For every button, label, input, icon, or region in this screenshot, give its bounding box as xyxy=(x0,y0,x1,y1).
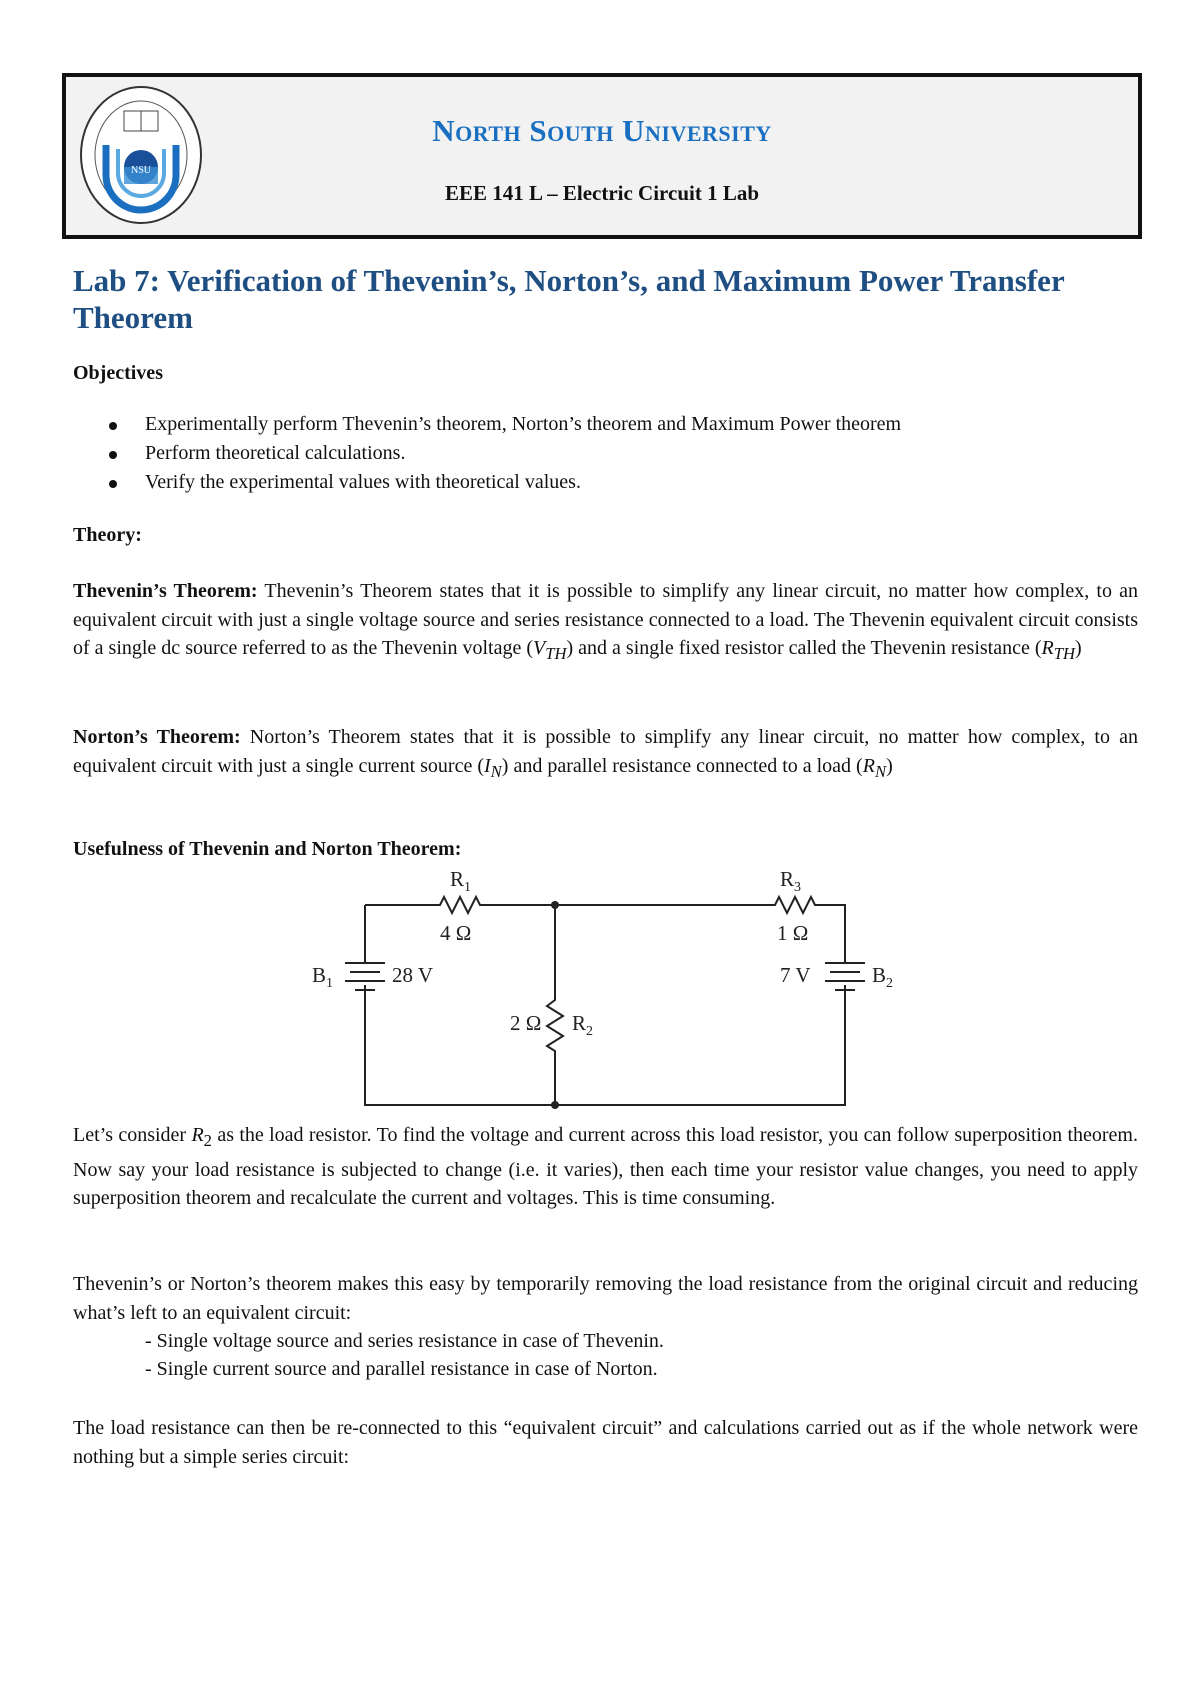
thevenin-text: ) xyxy=(1075,637,1082,659)
math-in: I xyxy=(483,754,491,777)
circuit-diagram xyxy=(300,860,940,1110)
r2-subscript: 2 xyxy=(586,1024,594,1039)
svg-text:R2 xyxy=(572,1011,593,1039)
math-rn: R xyxy=(862,754,875,777)
norton-text: ) and parallel resistance connected to a load ( xyxy=(501,754,863,777)
norton-label: Norton’s Theorem: xyxy=(73,726,241,748)
theory-heading: Theory: xyxy=(73,524,142,546)
norton-paragraph xyxy=(73,723,1138,786)
r3-subscript: 3 xyxy=(794,880,802,895)
svg-text:B2 xyxy=(872,963,893,991)
r2-value: 2 Ω xyxy=(510,1011,542,1035)
list-item: Perform theoretical calculations. xyxy=(145,439,1138,468)
r3-label: R xyxy=(780,867,795,891)
svg-text:NSU: NSU xyxy=(130,165,152,176)
list-item: Verify the experimental values with theoretical values. xyxy=(145,468,1138,497)
course-title: EEE 141 L – Electric Circuit 1 Lab xyxy=(444,181,760,205)
norton-text: Norton’s Theorem states that it is possible to simplify any linear circuit, no matter how complex, to an equivalent circuit with just a single current source ( xyxy=(73,726,1138,777)
r1-label: R xyxy=(450,867,465,891)
math-rth: R xyxy=(1041,637,1054,659)
series-circuit-paragraph: The load resistance can then be re-connected to this “equivalent circuit” and calculations carried out as if the whole network were nothing but a simple series circuit: xyxy=(73,1417,1138,1468)
thevenin-paragraph xyxy=(73,577,1138,669)
node-dot xyxy=(551,1101,559,1109)
b1-subscript: 1 xyxy=(326,976,334,991)
usefulness-heading: Usefulness of Thevenin and Norton Theorem: xyxy=(73,838,462,860)
r1-value: 4 Ω xyxy=(440,921,472,945)
thevenin-label: Thevenin’s Theorem: xyxy=(73,580,258,602)
equivalent-paragraph: Thevenin’s or Norton’s theorem makes this easy by temporarily removing the load resistance from the original circuit and reducing what’s left to an equivalent circuit: xyxy=(73,1273,1138,1324)
load-resistor-paragraph xyxy=(73,1121,1138,1213)
math-sub: N xyxy=(490,761,502,781)
dash-item-thevenin: - Single voltage source and series resistance in case of Thevenin. xyxy=(145,1330,664,1352)
objectives-heading: Objectives xyxy=(73,362,163,384)
b2-subscript: 2 xyxy=(886,976,894,991)
b2-label: B xyxy=(872,963,887,987)
math-sub: N xyxy=(874,761,887,781)
node-dot xyxy=(551,901,559,909)
objectives-list xyxy=(73,410,1138,497)
math-vth: V xyxy=(533,637,546,659)
header-box xyxy=(62,73,1142,239)
university-name: North South University xyxy=(432,113,772,148)
r3-value: 1 Ω xyxy=(777,921,809,945)
paragraph-text: as the load resistor. To find the voltage and current across this load resistor, you can follow superposition theorem. Now say your load resistance is subjected to change (i.e. it varies), then each time your resistor value changes, you need to apply superposition theorem and recalculate the current and voltages. This is time consuming. xyxy=(73,1124,1138,1209)
svg-text:R3 xyxy=(780,867,801,895)
b1-value: 28 V xyxy=(392,963,434,987)
norton-text: ) xyxy=(886,754,893,777)
svg-text:B1 xyxy=(312,963,333,991)
r1-subscript: 1 xyxy=(464,880,472,895)
paragraph-text: Let’s consider xyxy=(73,1124,192,1146)
thevenin-text: Thevenin’s Theorem states that it is possible to simplify any linear circuit, no matter how complex, to an equivalent circuit with just a single voltage source and series resistance connected to a load. The Thevenin equivalent circuit consists of a single dc source referred to as the Thevenin voltage ( xyxy=(73,580,1138,659)
thevenin-text: ) and a single fixed resistor called the Thevenin resistance ( xyxy=(566,637,1042,659)
math-sub: TH xyxy=(1053,644,1076,663)
dash-item-norton: - Single current source and parallel resistance in case of Norton. xyxy=(145,1358,658,1380)
math-r2: R xyxy=(191,1124,204,1146)
list-item: Experimentally perform Thevenin’s theorem, Norton’s theorem and Maximum Power theorem xyxy=(145,410,1138,439)
math-sub: 2 xyxy=(203,1131,212,1150)
lab-title: Lab 7: Verification of Thevenin’s, Norton’s, and Maximum Power Transfer Theorem xyxy=(73,263,1065,335)
math-sub: TH xyxy=(545,644,567,663)
svg-text:R1 xyxy=(450,867,471,895)
r2-label: R xyxy=(572,1011,587,1035)
b2-value: 7 V xyxy=(780,963,811,987)
b1-label: B xyxy=(312,963,327,987)
